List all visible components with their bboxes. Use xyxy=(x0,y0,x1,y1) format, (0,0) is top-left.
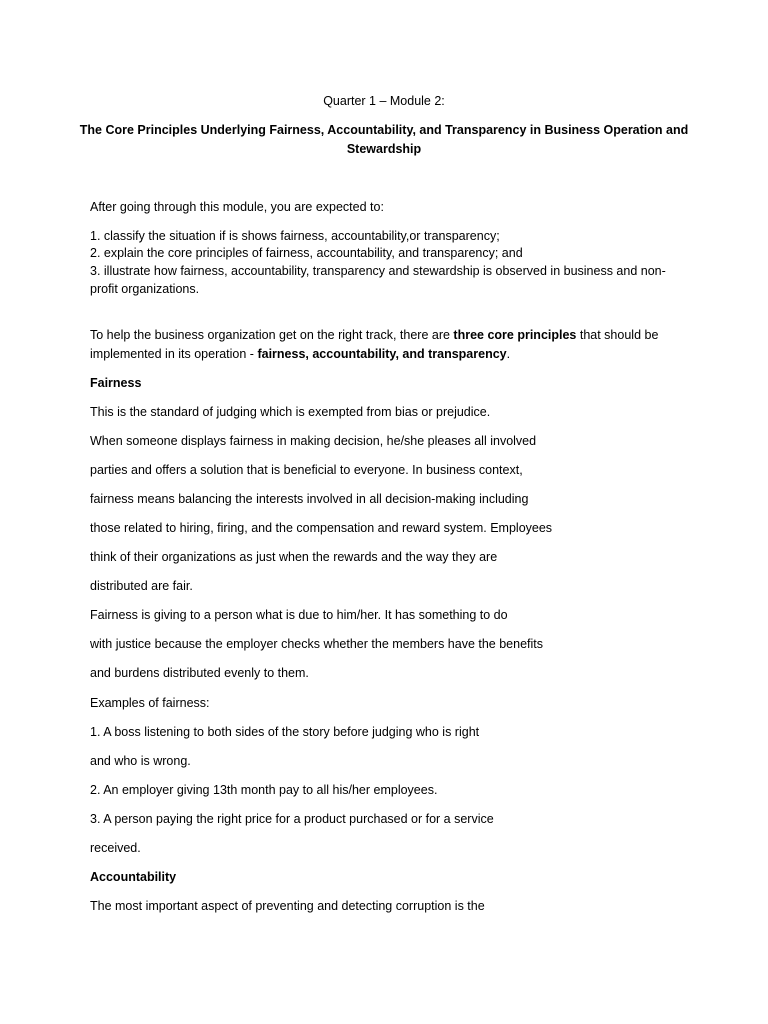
principles-paragraph-line-1: To help the business organization get on the right track, there are three core principles that should be xyxy=(90,328,659,342)
fairness-line: Fairness is giving to a person what is due to him/her. It has something to do xyxy=(90,608,508,622)
intro-lead: After going through this module, you are expected to: xyxy=(90,200,384,214)
fairness-line: parties and offers a solution that is beneficial to everyone. In business context, xyxy=(90,463,523,477)
fairness-examples-heading: Examples of fairness: xyxy=(90,696,210,710)
fairness-example-line: 3. A person paying the right price for a product purchased or for a service xyxy=(90,812,494,826)
fairness-example-line: 2. An employer giving 13th month pay to all his/her employees. xyxy=(90,783,438,797)
accountability-line: The most important aspect of preventing and detecting corruption is the xyxy=(90,899,485,913)
title-line-1: The Core Principles Underlying Fairness, Accountability, and Transparency in Business Operation and xyxy=(79,123,689,137)
fairness-heading: Fairness xyxy=(90,376,142,390)
fairness-line: with justice because the employer checks whether the members have the benefits xyxy=(90,637,544,651)
quarter-module-line: Quarter 1 – Module 2: xyxy=(323,94,445,108)
fairness-line: When someone displays fairness in making decision, he/she pleases all involved xyxy=(90,434,537,448)
fairness-line: This is the standard of judging which is exempted from bias or prejudice. xyxy=(90,405,491,419)
three-core-principles-emphasis: three core principles xyxy=(453,328,577,342)
fairness-line: those related to hiring, firing, and the compensation and reward system. Employees xyxy=(90,521,553,535)
accountability-heading: Accountability xyxy=(90,870,177,884)
objective-line: 3. illustrate how fairness, accountability, transparency and stewardship is observed in business and non- xyxy=(90,264,666,278)
fairness-example-line: and who is wrong. xyxy=(90,754,191,768)
title-line-2: Stewardship xyxy=(346,142,422,156)
principles-list-emphasis: fairness, accountability, and transparency xyxy=(257,347,507,361)
fairness-line: think of their organizations as just when the rewards and the way they are xyxy=(90,550,498,564)
objective-line: 1. classify the situation if is shows fairness, accountability,or transparency; xyxy=(90,229,500,243)
principles-paragraph-line-2: implemented in its operation - fairness, accountability, and transparency. xyxy=(90,347,511,361)
fairness-example-line: received. xyxy=(90,841,141,855)
fairness-line: fairness means balancing the interests involved in all decision-making including xyxy=(90,492,529,506)
objective-line: 2. explain the core principles of fairness, accountability, and transparency; and xyxy=(90,246,523,260)
fairness-example-line: 1. A boss listening to both sides of the story before judging who is right xyxy=(90,725,480,739)
fairness-line: and burdens distributed evenly to them. xyxy=(90,666,309,680)
objective-line: profit organizations. xyxy=(90,282,200,296)
fairness-line: distributed are fair. xyxy=(90,579,193,593)
